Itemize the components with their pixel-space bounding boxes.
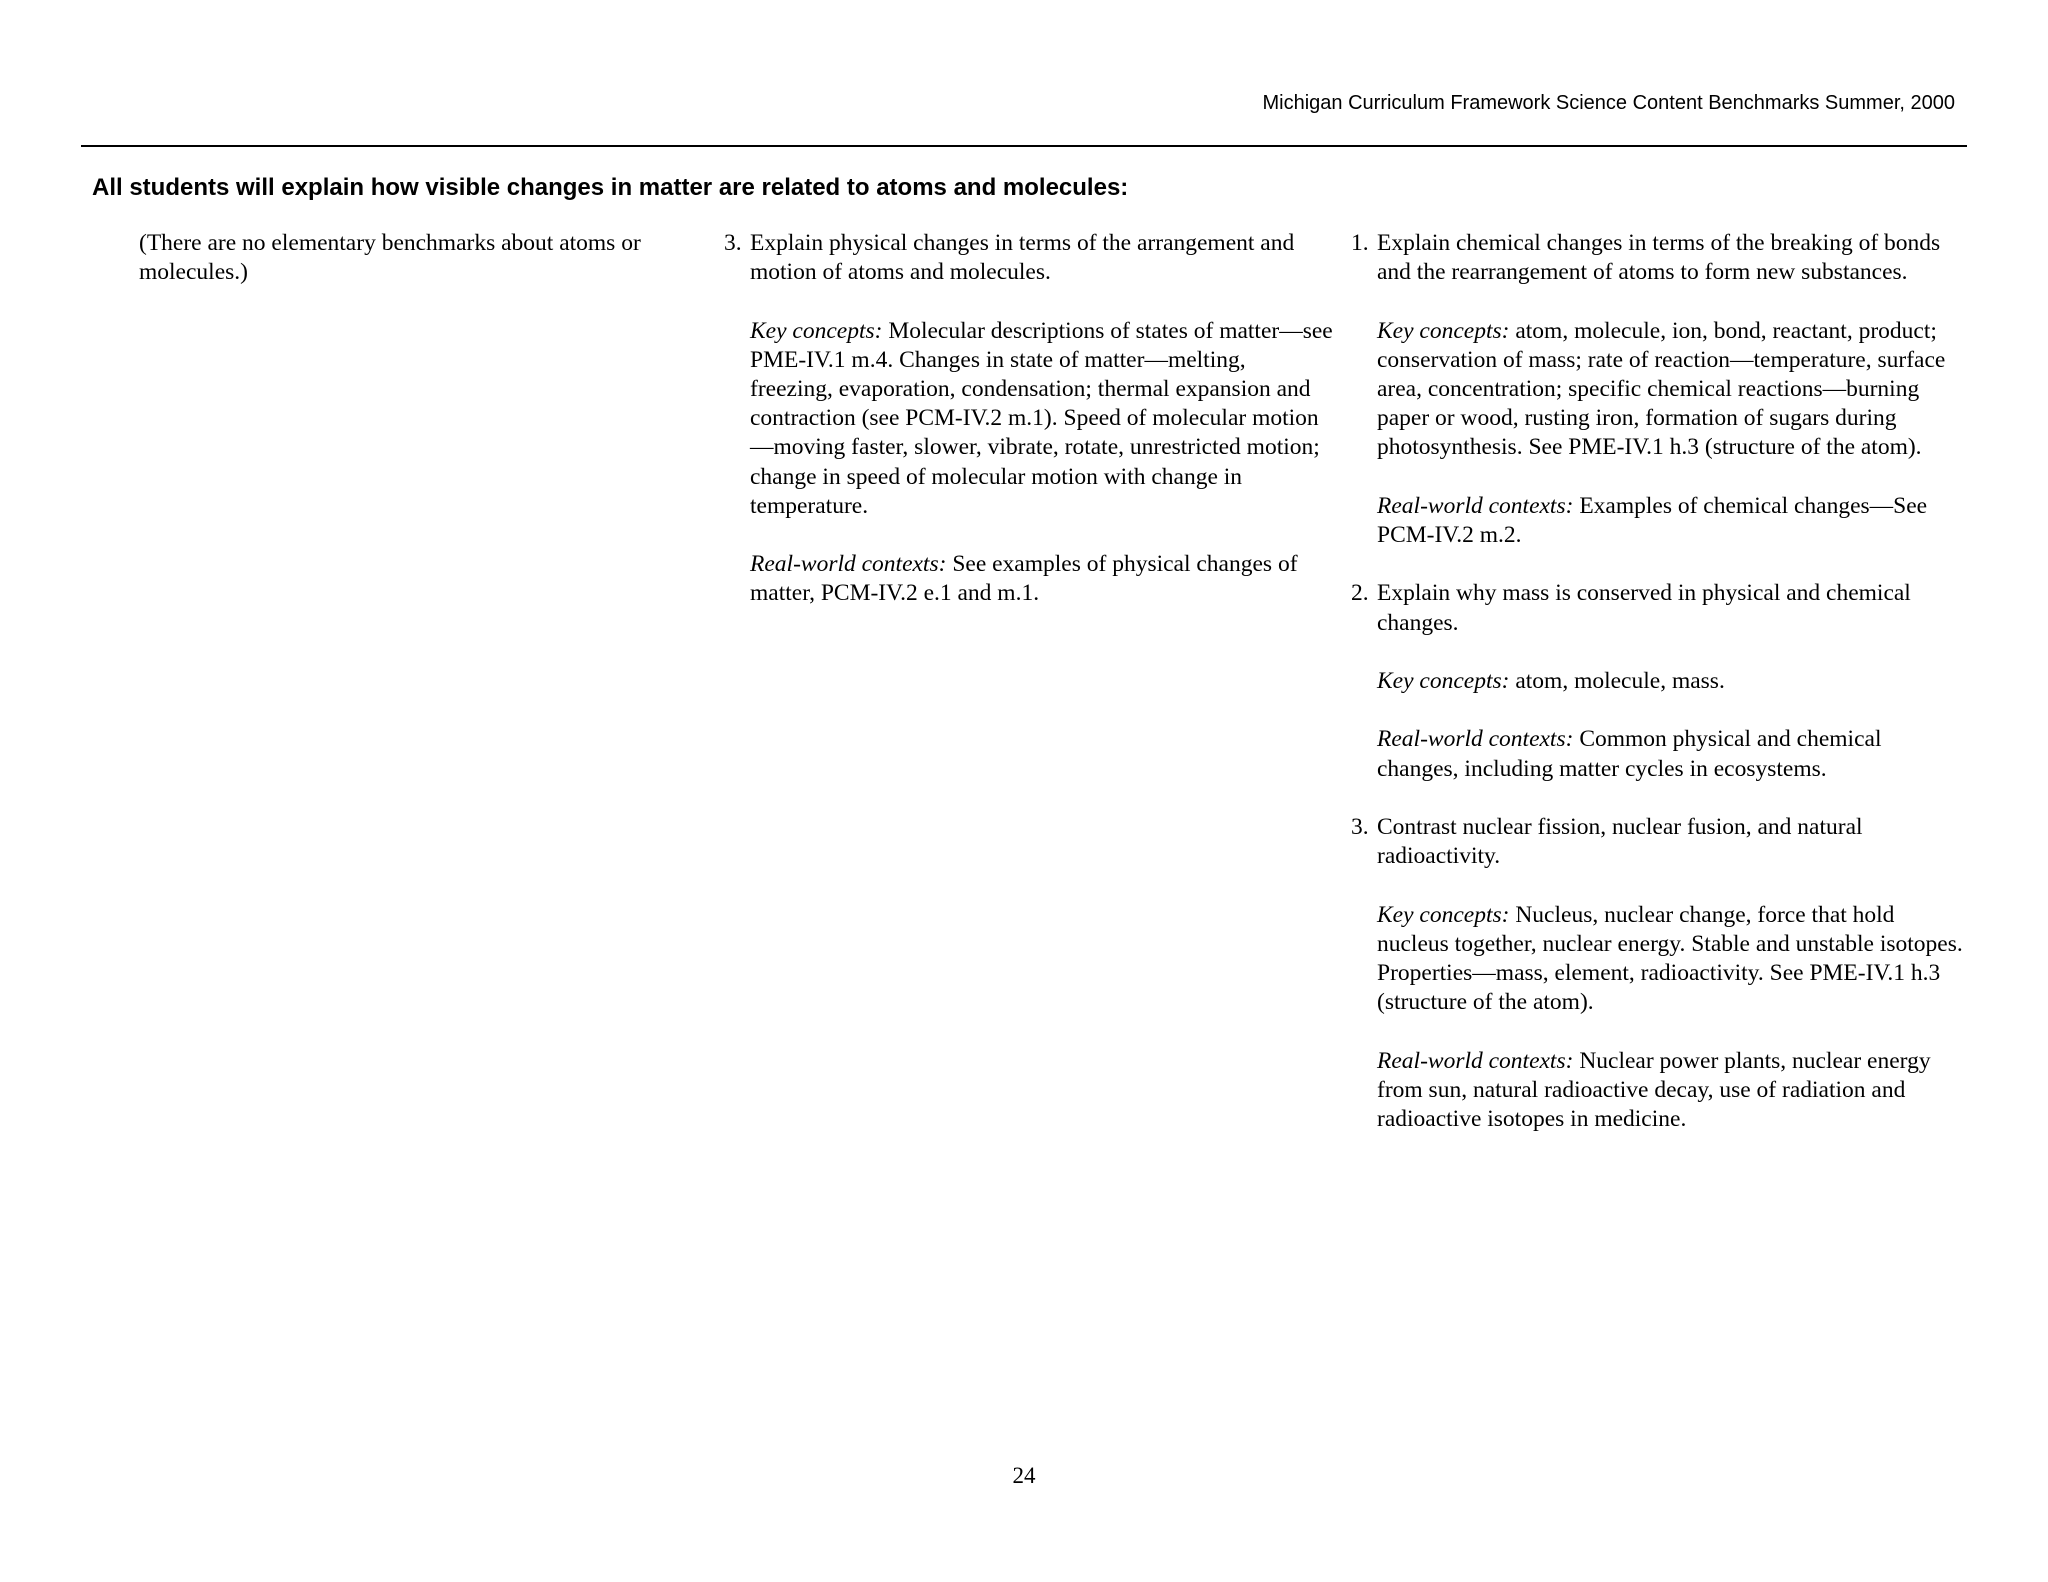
key-concepts-label: Key concepts: xyxy=(750,317,883,344)
benchmark-body xyxy=(1377,229,1966,550)
benchmark-body xyxy=(1377,579,1966,783)
key-concepts xyxy=(1377,667,1966,696)
middle-school-column xyxy=(714,229,1334,609)
key-concepts-label: Key concepts: xyxy=(1377,901,1510,928)
real-world-contexts-label: Real-world contexts: xyxy=(1377,1047,1574,1074)
benchmark-number: 3. xyxy=(1351,813,1369,840)
key-concepts-text: atom, molecule, ion, bond, reactant, product; conservation of mass; rate of reaction—temperature, surface area, concentration; specific chemical reactions—burning paper or wood, rusting iron, formation of sugars during photosynthesis. See PME-IV.1 h.3 (structure of the atom). xyxy=(1377,317,1946,461)
benchmark-body xyxy=(750,229,1334,609)
benchmark-body xyxy=(1377,813,1966,1134)
benchmark-statement: Explain physical changes in terms of the arrangement and motion of atoms and molecules. xyxy=(750,230,1295,286)
real-world-contexts xyxy=(750,550,1334,608)
real-world-contexts-label: Real-world contexts: xyxy=(750,551,947,578)
document-header-title: Michigan Curriculum Framework Science Content Benchmarks Summer, 2000 xyxy=(1262,92,1955,114)
key-concepts xyxy=(1377,317,1966,463)
benchmark-statement: Explain chemical changes in terms of the breaking of bonds and the rearrangement of atoms to form new substances. xyxy=(1377,230,1941,286)
real-world-contexts-text: Common physical and chemical changes, including matter cycles in ecosystems. xyxy=(1377,726,1882,782)
benchmark-statement: Contrast nuclear fission, nuclear fusion, and natural radioactivity. xyxy=(1377,813,1863,870)
key-concepts xyxy=(1377,901,1966,1018)
real-world-contexts xyxy=(1377,725,1966,783)
benchmark-item xyxy=(1341,229,1966,550)
real-world-contexts-label: Real-world contexts: xyxy=(1377,492,1574,519)
page-number: 24 xyxy=(1012,1463,1036,1488)
real-world-contexts-text: Examples of chemical changes—See PCM-IV.2 m.2. xyxy=(1377,492,1928,548)
high-school-column xyxy=(1341,229,1966,1134)
key-concepts-text: Molecular descriptions of states of matter—see PME-IV.1 m.4. Changes in state of matter—melting, freezing, evaporation, condensation; thermal expansion and contraction (see PCM-IV.2 m.1). Speed of molecular motion—moving faster, slower, vibrate, rotate, unrestricted motion; change in speed of molecular motion with change in temperature. xyxy=(750,317,1333,519)
elementary-column xyxy=(139,229,699,287)
elementary-note: (There are no elementary benchmarks about atoms or molecules.) xyxy=(139,230,641,286)
benchmark-number: 2. xyxy=(1351,580,1369,607)
key-concepts-text: Nucleus, nuclear change, force that hold nucleus together, nuclear energy. Stable and unstable isotopes. Properties—mass, element, radioactivity. See PME-IV.1 h.3 (structure of the atom). xyxy=(1377,901,1963,1016)
key-concepts-text: atom, molecule, mass. xyxy=(1515,667,1725,694)
benchmark-item xyxy=(714,229,1334,609)
benchmark-item xyxy=(1341,813,1966,1134)
benchmark-number: 1. xyxy=(1351,230,1369,256)
real-world-contexts xyxy=(1377,1047,1966,1135)
benchmark-item xyxy=(1341,579,1966,783)
benchmark-statement: Explain why mass is conserved in physical and chemical changes. xyxy=(1377,580,1911,636)
key-concepts-label: Key concepts: xyxy=(1377,317,1510,344)
real-world-contexts-label: Real-world contexts: xyxy=(1377,726,1574,753)
real-world-contexts-text: See examples of physical changes of matter, PCM-IV.2 e.1 and m.1. xyxy=(750,551,1298,607)
header-divider xyxy=(81,145,1967,147)
real-world-contexts-text: Nuclear power plants, nuclear energy from sun, natural radioactive decay, use of radiation and radioactive isotopes in medicine. xyxy=(1377,1047,1931,1132)
key-concepts xyxy=(750,317,1334,521)
key-concepts-label: Key concepts: xyxy=(1377,667,1510,694)
benchmark-number: 3. xyxy=(724,230,742,256)
real-world-contexts xyxy=(1377,492,1966,550)
section-heading: All students will explain how visible changes in matter are related to atoms and molecules: xyxy=(92,174,1129,201)
